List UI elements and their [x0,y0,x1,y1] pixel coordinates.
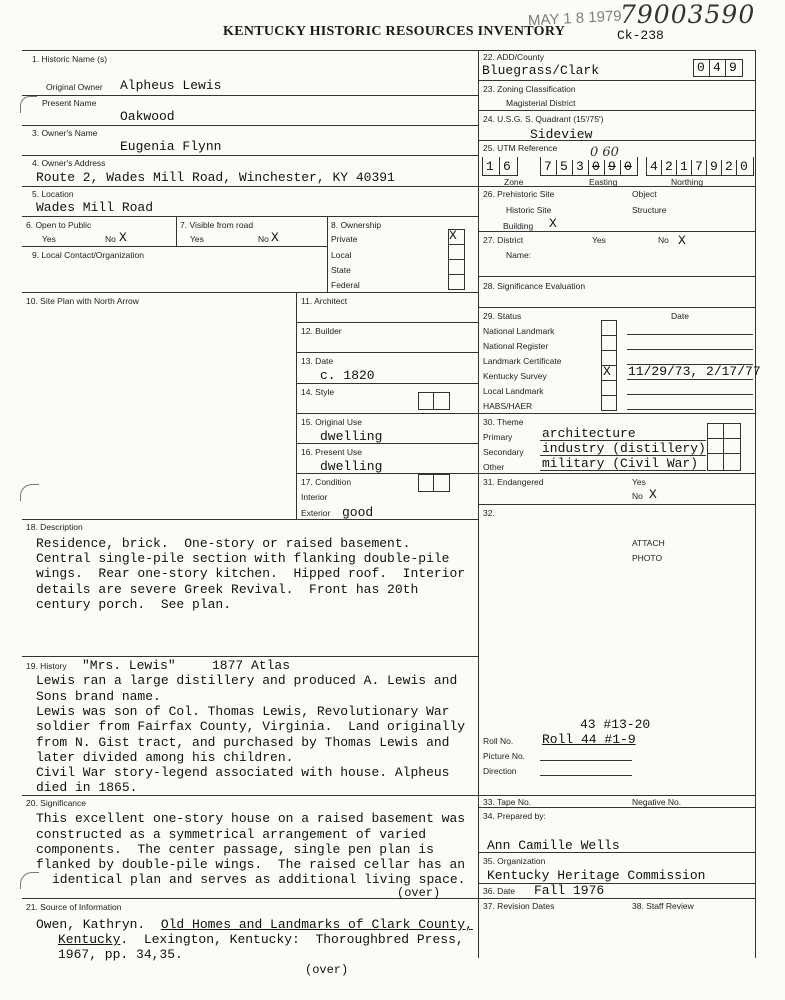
endangered-label: 31. Endangered [483,477,544,487]
condition-label: 17. Condition [301,477,352,487]
ownership-federal: Federal [331,280,360,290]
owners-name-value: Eugenia Flynn [120,139,222,154]
historic-site-label: Historic Site [506,205,552,215]
history-atlas: 1877 Atlas [212,658,291,673]
present-name-label: Present Name [42,98,97,108]
district-label: 27. District [483,235,524,245]
zoning-label: 23. Zoning Classification [483,84,576,94]
site-plan-label: 10. Site Plan with North Arrow [26,296,139,306]
significance-over: (over) [397,886,441,900]
condition-exterior-label: Exterior [301,508,331,518]
utm-zone-digit-2: 6 [503,159,511,174]
open-to-public-mark: X [119,230,127,245]
picture-no-label: Picture No. [483,751,526,761]
utm-easting-digit-4: 0 [592,159,600,174]
ownership-private-mark: X [449,228,457,243]
utm-easting-digit-2: 5 [560,159,568,174]
ownership-private: Private [331,234,358,244]
status-national-register: National Register [483,341,549,351]
add-county-label: 22. ADD/County [483,52,544,62]
county-code-digit-2: 4 [713,60,721,75]
significance-line-2: constructed as a symmetrical arrangement of varied [36,827,427,842]
utm-easting-digit-3: 3 [576,159,584,174]
history-line-4: soldier from Fairfax County, Virginia. Land originally [36,719,466,734]
source-publisher: . Lexington, Kentucky: Thoroughbred Press, [120,932,464,947]
local-contact-label: 9. Local Contact/Organization [32,250,144,260]
prehistoric-site-label: 26. Prehistoric Site [483,189,555,199]
utm-northing-label: Northing [671,177,704,187]
staff-review-label: 38. Staff Review [632,901,694,911]
organization-label: 35. Organization [483,856,546,866]
status-national-landmark: National Landmark [483,326,555,336]
present-use-value: dwelling [320,459,383,474]
ownership-checkbox-federal[interactable] [448,274,465,290]
kentucky-survey-mark: X [603,364,611,379]
description-label: 18. Description [26,522,83,532]
source-author: Owen, Kathryn. [36,917,146,932]
source-line-2 [58,932,464,947]
ownership-checkbox-local[interactable] [448,244,465,260]
utm-northing-digit-2: 2 [665,159,673,174]
status-checkbox-local-landmark[interactable] [601,380,617,396]
open-to-public-label: 6. Open to Public [26,220,92,230]
present-name-value: Oakwood [120,109,175,124]
kentucky-survey-date: 11/29/73, 2/17/77 [628,364,761,379]
status-checkbox-national-landmark[interactable] [601,320,617,336]
utm-northing-digit-4: 7 [695,159,703,174]
date-prepared-value: Fall 1976 [534,883,605,898]
significance-line-5: identical plan and serves as additional living space. [52,872,466,887]
revision-dates-label: 37. Revision Dates [483,901,555,911]
utm-easting-digit-6: 0 [624,159,632,174]
site-id: Ck-238 [617,28,664,43]
history-line-7: Civil War story-legend associated with house. Alpheus [36,765,450,780]
endangered-mark: X [649,487,657,502]
date-label: 13. Date [301,356,334,366]
ownership-local: Local [331,250,352,260]
site-plan-area [26,308,292,514]
utm-northing-digit-5: 9 [710,159,718,174]
utm-northing-digit-1: 4 [650,159,658,174]
visible-from-road-label: 7. Visible from road [180,220,254,230]
building-label: Building [503,221,534,231]
theme-code-box [707,423,741,471]
received-date-stamp: MAY 1 8 1979 [527,7,623,30]
quadrant-label: 24. U.S.G. S. Quadrant (15'/75') [483,114,604,124]
footer-over: (over) [305,963,349,977]
condition-code-box[interactable] [418,474,450,492]
location-label: 5. Location [32,189,74,199]
structure-label: Structure [632,205,667,215]
district-no: No [658,235,669,245]
roll-top-value: 43 #13-20 [580,717,651,732]
significance-evaluation-label: 28. Significance Evaluation [483,281,586,291]
description-line-3: wings. Rear one-story kitchen. Hipped roof. Interior [36,566,466,581]
source-line-1 [36,917,473,932]
original-use-value: dwelling [320,429,383,444]
original-use-label: 15. Original Use [301,417,362,427]
source-book-title-2: Kentucky [58,932,121,947]
utm-label: 25. UTM Reference [483,143,558,153]
organization-value: Kentucky Heritage Commission [487,868,706,883]
open-to-public-no: No [105,234,116,244]
status-kentucky-survey: Kentucky Survey [483,371,547,381]
description-line-1: Residence, brick. One-story or raised basement. [36,536,411,551]
prepared-by-value: Ann Camille Wells [487,838,620,853]
architect-label: 11. Architect [301,296,348,306]
visible-from-road-mark: X [271,230,279,245]
county-code-digit-1: 0 [697,60,705,75]
building-mark: X [549,216,557,231]
condition-value: good [342,505,374,520]
history-heading: "Mrs. Lewis" [82,658,176,673]
binder-hole-mark-bottom [20,872,39,889]
district-name-label: Name: [506,250,532,260]
original-owner-label: Original Owner [46,82,103,92]
visible-from-road-no: No [258,234,269,244]
status-habs-haer: HABS/HAER [483,401,533,411]
theme-label: 30. Theme [483,417,524,427]
history-line-1: Lewis ran a large distillery and produced A. Lewis and [36,673,458,688]
owners-address-value: Route 2, Wades Mill Road, Winchester, KY 40391 [36,170,395,185]
style-label: 14. Style [301,387,335,397]
date-value: c. 1820 [320,368,375,383]
status-landmark-certificate: Landmark Certificate [483,356,562,366]
owners-address-label: 4. Owner's Address [32,158,106,168]
endangered-yes: Yes [632,477,646,487]
utm-northing-digit-6: 2 [725,159,733,174]
photo-label: PHOTO [632,553,663,563]
significance-line-1: This excellent one-story house on a raised basement was [36,811,466,826]
utm-easting-label: Easting [589,177,618,187]
date-prepared-label: 36. Date [483,886,516,896]
source-line-3: 1967, pp. 34,35. [58,947,183,962]
status-date-header: Date [671,311,689,321]
ownership-state: State [331,265,351,275]
ownership-label: 8. Ownership [331,220,382,230]
open-to-public-yes: Yes [42,234,56,244]
binder-hole-mark-top [20,96,37,113]
original-owner-value: Alpheus Lewis [120,78,222,93]
description-line-4: details are severe Greek Revival. Front has 20th [36,582,419,597]
roll-no-label: Roll No. [483,736,514,746]
theme-secondary-value: industry (distillery) [542,441,706,456]
tape-no-label: 33. Tape No. [483,797,532,807]
history-label: 19. History [26,661,67,671]
theme-other-value: military (Civil War) [542,456,699,471]
utm-easting-correction: 0 60 [590,145,619,160]
significance-line-3: components. The center passage, single pen plan is [36,842,434,857]
ownership-checkbox-state[interactable] [448,259,465,275]
roll-no-value: Roll 44 #1-9 [542,732,636,747]
source-book-title-1: Old Homes and Landmarks of Clark County, [160,917,473,932]
significance-line-4: flanked by double-pile wings. The raised cellar has an [36,857,466,872]
status-local-landmark: Local Landmark [483,386,544,396]
builder-label: 12. Builder [301,326,342,336]
endangered-no: No [632,491,643,501]
utm-northing-digit-7: 0 [740,159,748,174]
magisterial-district-label: Magisterial District [506,98,576,108]
history-line-5: from N. Gist tract, and purchased by Thomas Lewis and [36,735,450,750]
description-line-5: century porch. See plan. [36,597,232,612]
negative-no-label: Negative No. [632,797,682,807]
quadrant-value: Sideview [530,127,593,142]
object-label: Object [632,189,657,199]
visible-from-road-yes: Yes [190,234,204,244]
status-label: 29. Status [483,311,522,321]
source-label: 21. Source of Information [26,902,122,912]
utm-northing-digit-3: 1 [680,159,688,174]
photo-field-label: 32. [483,508,495,518]
history-line-6: later divided among his children. [36,750,294,765]
direction-label: Direction [483,766,517,776]
photo-area[interactable] [482,520,752,710]
owners-name-label: 3. Owner's Name [32,128,98,138]
handwritten-reference-number: 79003590 [620,0,756,29]
description-line-2: Central single-pile section with flanking double-pile [36,551,450,566]
status-checkbox-national-register[interactable] [601,335,617,351]
location-value: Wades Mill Road [36,200,154,215]
attach-label: ATTACH [632,538,665,548]
style-code-box[interactable] [418,392,450,410]
condition-interior-label: Interior [301,492,328,502]
present-use-label: 16. Present Use [301,447,362,457]
utm-zone-label: Zone [504,177,524,187]
historic-name-label: 1. Historic Name (s) [32,54,108,64]
prepared-by-label: 34. Prepared by: [483,811,546,821]
theme-primary-label: Primary [483,432,513,442]
theme-primary-value: architecture [542,426,636,441]
utm-zone-digit-1: 1 [486,159,494,174]
utm-easting-digit-5: 9 [608,159,616,174]
district-mark: X [678,233,686,248]
history-line-3: Lewis was son of Col. Thomas Lewis, Revolutionary War [36,704,450,719]
theme-other-label: Other [483,462,505,472]
theme-secondary-label: Secondary [483,447,524,457]
history-line-8: died in 1865. [36,780,138,795]
significance-label: 20. Significance [26,798,87,808]
binder-hole-mark-middle [20,484,39,501]
add-county-value: Bluegrass/Clark [482,63,600,78]
form-title: KENTUCKY HISTORIC RESOURCES INVENTORY [223,24,566,39]
status-checkbox-habs-haer[interactable] [601,395,617,411]
county-code-digit-3: 9 [729,60,737,75]
district-yes: Yes [592,235,606,245]
utm-easting-digit-1: 7 [544,159,552,174]
history-line-2: Sons brand name. [36,689,161,704]
